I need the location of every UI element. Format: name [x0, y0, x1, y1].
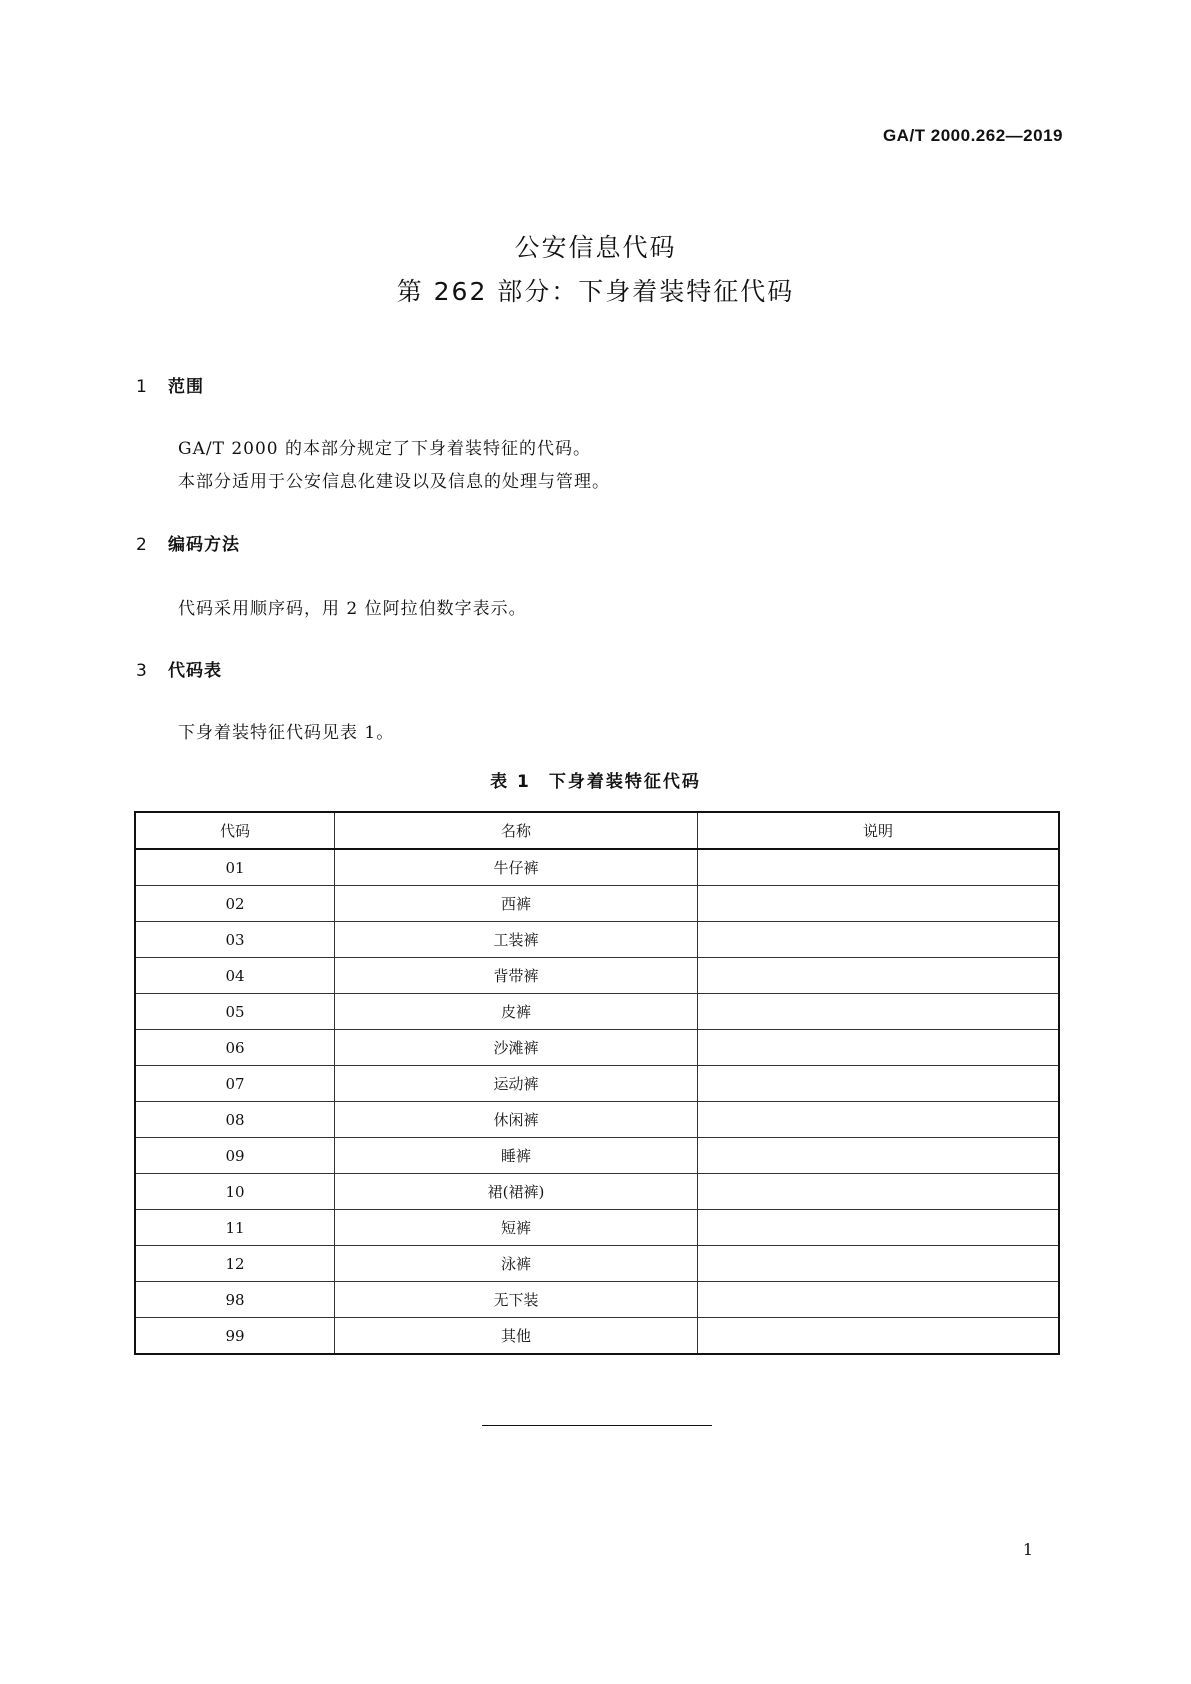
code-cell: 09 [135, 1138, 335, 1174]
name-cell: 工装裤 [335, 922, 698, 958]
section-title: 代码表 [168, 661, 222, 681]
table-row [135, 1030, 1059, 1066]
description-cell [698, 1066, 1060, 1102]
code-cell: 06 [135, 1030, 335, 1066]
code-cell: 08 [135, 1102, 335, 1138]
description-cell [698, 1138, 1060, 1174]
code-cell: 05 [135, 994, 335, 1030]
code-cell: 03 [135, 922, 335, 958]
table-row [135, 1174, 1059, 1210]
description-cell [698, 1318, 1060, 1355]
section-number: 2 [136, 535, 148, 555]
description-cell [698, 886, 1060, 922]
column-header-name: 名称 [335, 812, 698, 849]
code-cell: 07 [135, 1066, 335, 1102]
paragraph: 本部分适用于公安信息化建设以及信息的处理与管理。 [178, 472, 610, 492]
table-header-row [135, 812, 1059, 849]
table-row [135, 849, 1059, 886]
code-cell: 01 [135, 849, 335, 886]
paragraph: 下身着装特征代码见表 1。 [178, 723, 395, 743]
end-of-document-divider [482, 1425, 712, 1426]
standard-code: GA/T 2000.262—2019 [882, 126, 1063, 145]
code-cell: 98 [135, 1282, 335, 1318]
description-cell [698, 1282, 1060, 1318]
name-cell: 沙滩裤 [335, 1030, 698, 1066]
section-title: 编码方法 [168, 535, 240, 555]
description-cell [698, 1102, 1060, 1138]
code-cell: 04 [135, 958, 335, 994]
name-cell: 睡裤 [335, 1138, 698, 1174]
table-row [135, 1282, 1059, 1318]
table-row [135, 1318, 1059, 1355]
description-cell [698, 958, 1060, 994]
column-header-description: 说明 [698, 812, 1060, 849]
name-cell: 皮裤 [335, 994, 698, 1030]
description-cell [698, 1174, 1060, 1210]
name-cell: 背带裤 [335, 958, 698, 994]
table-row [135, 994, 1059, 1030]
table-caption-title: 下身着装特征代码 [548, 772, 701, 792]
document-subtitle: 第 262 部分：下身着装特征代码 [396, 277, 795, 306]
name-cell: 裙(裙裤) [335, 1174, 698, 1210]
paragraph: GA/T 2000 的本部分规定了下身着装特征的代码。 [178, 439, 591, 459]
section-number: 1 [136, 377, 148, 397]
paragraph: 代码采用顺序码，用 2 位阿拉伯数字表示。 [178, 599, 527, 619]
description-cell [698, 994, 1060, 1030]
table-row [135, 1102, 1059, 1138]
section-title: 范围 [168, 377, 204, 397]
table-row [135, 1066, 1059, 1102]
code-table [134, 811, 1060, 1355]
table-row [135, 1246, 1059, 1282]
page-number: 1 [1022, 1540, 1033, 1559]
name-cell: 泳裤 [335, 1246, 698, 1282]
document-title: 公安信息代码 [514, 233, 677, 262]
name-cell: 短裤 [335, 1210, 698, 1246]
table-row [135, 922, 1059, 958]
description-cell [698, 1030, 1060, 1066]
description-cell [698, 849, 1060, 886]
section-heading-coding-method [136, 530, 240, 555]
name-cell: 运动裤 [335, 1066, 698, 1102]
table-row [135, 1210, 1059, 1246]
section-heading-code-table [136, 656, 222, 681]
table-row [135, 1138, 1059, 1174]
table-row [135, 958, 1059, 994]
name-cell: 西裤 [335, 886, 698, 922]
table-caption [0, 767, 1191, 792]
section-heading-scope [136, 372, 204, 397]
code-cell: 12 [135, 1246, 335, 1282]
code-cell: 11 [135, 1210, 335, 1246]
column-header-code: 代码 [135, 812, 335, 849]
description-cell [698, 1210, 1060, 1246]
section-number: 3 [136, 661, 148, 681]
name-cell: 无下装 [335, 1282, 698, 1318]
table-caption-label: 表 1 [490, 772, 531, 792]
name-cell: 其他 [335, 1318, 698, 1355]
table-row [135, 886, 1059, 922]
description-cell [698, 1246, 1060, 1282]
code-cell: 02 [135, 886, 335, 922]
description-cell [698, 922, 1060, 958]
code-cell: 10 [135, 1174, 335, 1210]
code-cell: 99 [135, 1318, 335, 1355]
name-cell: 牛仔裤 [335, 849, 698, 886]
name-cell: 休闲裤 [335, 1102, 698, 1138]
